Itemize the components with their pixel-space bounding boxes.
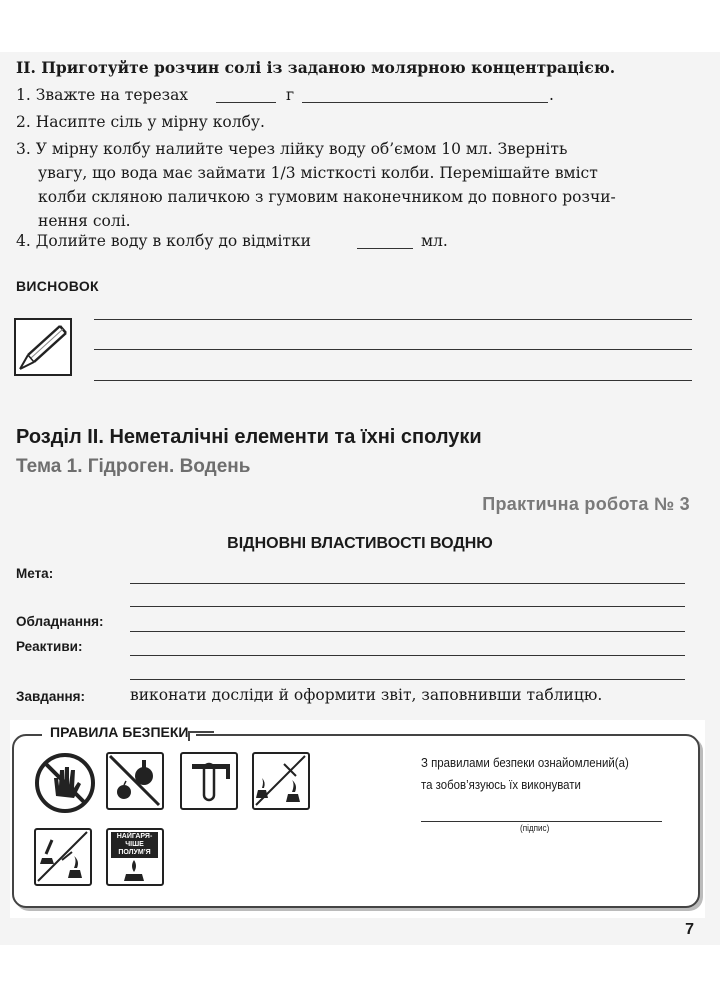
test-tube-holder-icon (180, 752, 238, 810)
step-1-end: . (549, 86, 554, 104)
step-4-prefix: 4. Долийте воду в колбу до відмітки (16, 232, 312, 250)
goal-label: Мета: (16, 566, 54, 581)
step-1 (16, 83, 188, 107)
hottest-flame-icon (106, 828, 164, 886)
step-3 (16, 137, 696, 233)
step-1-unit: г (286, 86, 295, 104)
task-text: виконати досліди й оформити звіт, заповнивши таблицю. (130, 686, 603, 704)
goal-line-2[interactable] (130, 606, 685, 607)
part2-title: ІІ. Приготуйте розчин солі із заданою молярною концентрацією. (16, 58, 616, 77)
reagents-line-2[interactable] (130, 679, 685, 680)
pencil-icon (14, 318, 72, 376)
conclusion-line-1[interactable] (94, 319, 692, 320)
no-touch-hands-icon (34, 752, 92, 810)
step-1-prefix: 1. Зважте на терезах (16, 86, 189, 104)
task-label: Завдання: (16, 689, 86, 704)
step-4-volume-field[interactable] (357, 248, 413, 249)
equipment-line[interactable] (130, 631, 685, 632)
lighting-lamp-icon (34, 828, 92, 886)
step-3-line-2: увагу, що вода має займати 1/3 місткості колби. Перемішайте вміст (38, 164, 598, 182)
equipment-label: Обладнання: (16, 614, 104, 629)
step-4-suffix: мл. (421, 232, 448, 250)
conclusion-label: ВИСНОВОК (16, 278, 99, 294)
conclusion-line-2[interactable] (94, 349, 692, 350)
safety-statement-line-1: З правилами безпеки ознайомлений(а) (421, 755, 629, 770)
conclusion-line-3[interactable] (94, 380, 692, 381)
safety-title-divider (188, 731, 214, 741)
signature-caption: (підпис) (520, 823, 550, 833)
flame-sign-line-1: НАЙГАРЯ- (116, 833, 153, 840)
flame-sign-line-3: ПОЛУМ’Я (118, 849, 151, 856)
topic-title: Тема 1. Гідроген. Водень (16, 456, 251, 477)
flame-sign-line-2: ЧІШЕ (125, 841, 144, 848)
goal-line-1[interactable] (130, 583, 685, 584)
step-3-line-4: нення солі. (38, 212, 131, 230)
signature-line[interactable] (421, 821, 662, 822)
safety-statement (421, 752, 629, 796)
spirit-lamp-heating-icon (252, 752, 310, 810)
practical-work-label: Практична робота № 3 (482, 494, 690, 514)
step-3-line-1: 3. У мірну колбу налийте через лійку воду об’ємом 10 мл. Зверніть (16, 140, 568, 158)
work-title: ВІДНОВНІ ВЛАСТИВОСТІ ВОДНЮ (227, 535, 493, 552)
safety-statement-line-2: та зобов’язуюсь їх виконувати (421, 777, 581, 792)
step-2: 2. Насипте сіль у мірну колбу. (16, 113, 265, 131)
step-3-line-3: колби скляною паличкою з гумовим наконечником до повного розчи- (38, 188, 616, 206)
step-1-mass-field[interactable] (216, 102, 276, 103)
reagents-line-1[interactable] (130, 655, 685, 656)
no-eating-icon (106, 752, 164, 810)
page-number: 7 (685, 921, 694, 938)
section-title: Розділ ІІ. Неметалічні елементи та їхні сполуки (16, 426, 482, 448)
safety-title: ПРАВИЛА БЕЗПЕКИ (42, 724, 196, 740)
reagents-label: Реактиви: (16, 639, 83, 654)
step-1-substance-field[interactable] (302, 102, 548, 103)
